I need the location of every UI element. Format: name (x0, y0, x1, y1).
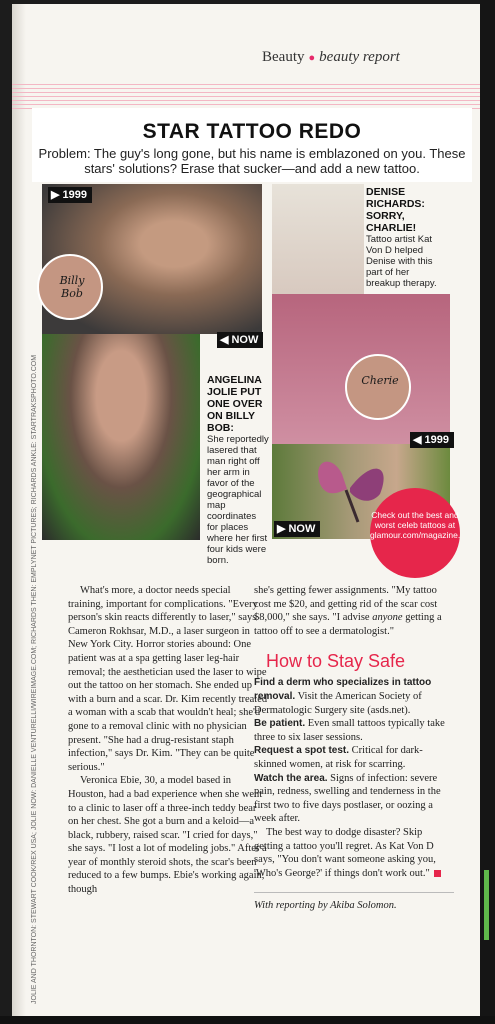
caption-heading: DENISE RICHARDS: SORRY, CHARLIE! (366, 186, 425, 234)
year-badge (48, 187, 92, 203)
arrow-left-icon: ◀ (220, 334, 229, 346)
article-column-right (254, 584, 454, 913)
sidebar-heading: How to Stay Safe (266, 651, 406, 672)
now-badge (274, 521, 320, 537)
arrow-right-icon: ▶ (277, 523, 286, 535)
badge-label: NOW (231, 334, 259, 346)
caption-heading: ANGELINA JOLIE PUT ONE OVER ON BILLY BOB: (207, 374, 263, 434)
badge-label: NOW (288, 523, 316, 535)
tattoo-text: Billy Bob (59, 274, 85, 300)
tip-item: Be patient. Even small tattoos typically take three to six laser sessions. (254, 718, 445, 743)
body-paragraph: Veronica Ebie, 30, a model based in Houston, had a bad experience when she went to a clinic to laser off a three-inch teddy bear on her chest. She got a burn and a keloid—a black, rubbery, raised scar. "I cried for days," she says. "I lost a lot of modeling jobs." After a year of monthly steroid shots, the scar's been reduced to a few bumps. Ebie's working again, though (68, 775, 267, 896)
badge-label: 1999 (62, 189, 87, 201)
divider (254, 892, 454, 893)
section-header (262, 49, 400, 66)
tattoo-text: Cherie (361, 374, 399, 387)
photo-jolie-now (42, 334, 200, 540)
subsection-label: beauty report (319, 49, 400, 65)
green-tab-marker (484, 870, 489, 940)
page-spine-shadow (12, 4, 26, 1018)
caption-jolie (207, 374, 269, 566)
story-dek: Problem: The guy's long gone, but his name is emblazoned on you. These stars' solutions? Erase that sucker—and add a new tattoo. (38, 146, 466, 176)
photo-credit: JOLIE AND THORNTON: STEWART COOK/REX USA; JOLIE NOW: DANIELLE VENTURELLI/WIREIMAGE.COM; RICHARDS THEN: EMPLYNET PICTURES; RICHARDS ANKLE: STARTRAKSPHOTO.COM (31, 354, 38, 1004)
section-label: Beauty (262, 49, 305, 65)
tip-item: Watch the area. Signs of infection: severe pain, redness, swelling and tenderness in the first two to five days postlaser, or oozing a week after. (254, 772, 441, 825)
caption-body: She reportedly lasered that man right off her arm in favor of the geographical map coordinates for places where her first four kids were born. (207, 434, 269, 566)
magazine-page (12, 4, 480, 1018)
byline: With reporting by Akiba Solomon. (254, 900, 397, 912)
promo-text: Check out the best and worst celeb tattoos at glamour.com/magazine. (370, 510, 461, 540)
bullet-dot-icon: ● (308, 52, 316, 64)
emphasis: anyone (372, 612, 403, 624)
end-mark-icon (434, 870, 441, 877)
body-paragraph: she's getting fewer assignments. "My tattoo cost me $20, and getting rid of the scar cost $8,000," she says. "I advise anyone getting a tattoo off to see a dermatologist." (254, 585, 442, 637)
tip-item: Request a spot test. Critical for dark-skinned women, at risk for scarring. (254, 745, 423, 770)
scan-edge-bottom (0, 1016, 495, 1024)
year-badge (410, 432, 454, 448)
web-promo-badge[interactable] (370, 488, 460, 578)
arrow-right-icon: ▶ (51, 189, 60, 201)
tattoo-closeup-cherie (345, 354, 411, 420)
body-paragraph: What's more, a doctor needs special training, important for complications. "Every person's skin reacts differently to laser," says Cameron Rokhsar, M.D., a laser surgeon in New York City. Horror stories abound: One patient was at a spa getting laser leg-hair removal; the aesthetician used the laser to wipe out the tattoo on her stomach. She ended up with a burn and a scar. Dr. Kim recently treated a woman with a scab that wouldn't heal; she'd gone to a removal clinic with no physician present. "She had a drug-resistant staph infection," says Dr. Kim. "They can be quite serious." (68, 585, 268, 773)
title-band (32, 108, 472, 182)
tattoo-closeup-billy (37, 254, 103, 320)
caption-body: Tattoo artist Kat Von D helped Denise with this part of her breakup therapy. (366, 234, 437, 289)
badge-label: 1999 (424, 434, 449, 446)
arrow-left-icon: ◀ (413, 434, 422, 446)
story-title: STAR TATTOO REDO (142, 120, 362, 143)
tip-item: Find a derm who specializes in tattoo removal. Visit the American Society of Dermatologic Surgery site (asds.net). (254, 677, 432, 716)
now-badge (217, 332, 263, 348)
caption-denise (366, 186, 442, 289)
body-paragraph: The best way to dodge disaster? Skip getting a tattoo you'll regret. As Kat Von D says, "You don't want someone asking you, 'Who's George?' if things don't work out." (254, 826, 454, 880)
article-column-left (68, 584, 268, 897)
